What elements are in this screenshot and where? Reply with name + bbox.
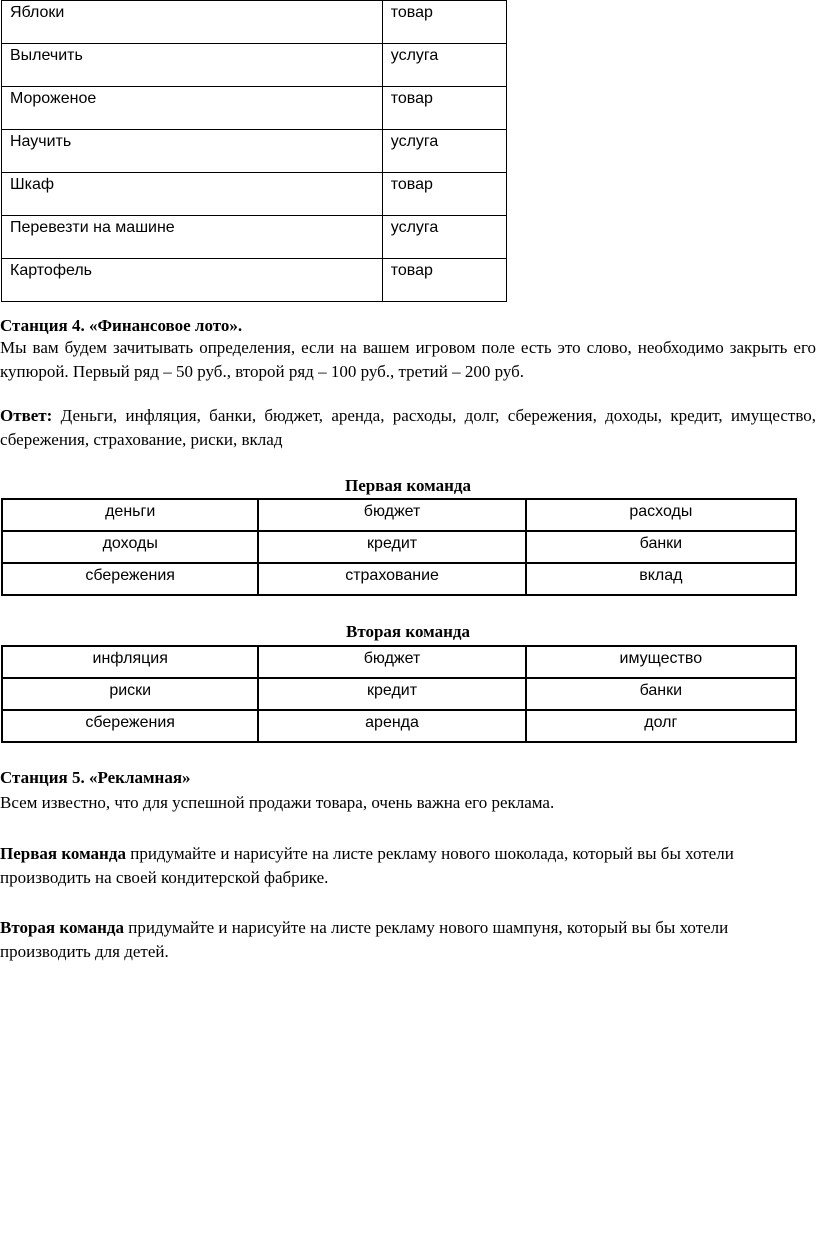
answer-label: Ответ: bbox=[0, 406, 53, 425]
item-cell: Перевезти на машине bbox=[2, 216, 383, 259]
station5-title: Станция 5. «Рекламная» bbox=[0, 768, 191, 787]
type-cell: товар bbox=[382, 173, 506, 216]
goods-services-table bbox=[1, 0, 507, 302]
lotto-cell: доходы bbox=[2, 531, 258, 563]
table-row bbox=[2, 499, 796, 531]
team1-lotto-table bbox=[1, 498, 797, 596]
lotto-cell: сбережения bbox=[2, 710, 258, 742]
table-row bbox=[2, 1, 507, 44]
item-cell: Научить bbox=[2, 130, 383, 173]
item-cell: Яблоки bbox=[2, 1, 383, 44]
item-cell: Мороженое bbox=[2, 87, 383, 130]
table-row bbox=[2, 130, 507, 173]
lotto-cell: расходы bbox=[526, 499, 796, 531]
station4-answer bbox=[0, 404, 816, 452]
lotto-cell: кредит bbox=[258, 678, 525, 710]
team2-lotto-table bbox=[1, 645, 797, 743]
table-row bbox=[2, 173, 507, 216]
lotto-cell: бюджет bbox=[258, 499, 525, 531]
table-row bbox=[2, 87, 507, 130]
team1-task-text: придумайте и нарисуйте на листе рекламу нового шоколада, который вы бы хотели производить на своей кондитерской фабрике. bbox=[0, 844, 734, 887]
item-cell: Картофель bbox=[2, 259, 383, 302]
table-row bbox=[2, 44, 507, 87]
station5-task-team2 bbox=[0, 916, 816, 964]
item-cell: Вылечить bbox=[2, 44, 383, 87]
type-cell: услуга bbox=[382, 44, 506, 87]
lotto-cell: страхование bbox=[258, 563, 525, 595]
type-cell: услуга bbox=[382, 130, 506, 173]
lotto-cell: вклад bbox=[526, 563, 796, 595]
table-row bbox=[2, 563, 796, 595]
table-row bbox=[2, 259, 507, 302]
table-row bbox=[2, 710, 796, 742]
item-cell: Шкаф bbox=[2, 173, 383, 216]
lotto-cell: имущество bbox=[526, 646, 796, 678]
lotto-cell: долг bbox=[526, 710, 796, 742]
lotto-cell: деньги bbox=[2, 499, 258, 531]
lotto-cell: риски bbox=[2, 678, 258, 710]
team1-title: Первая команда bbox=[345, 476, 471, 495]
station4-description: Мы вам будем зачитывать определения, если на вашем игровом поле есть это слово, необходимо закрыть его купюрой. Первый ряд – 50 руб., второй ряд – 100 руб., третий – 200 руб. bbox=[0, 338, 816, 381]
type-cell: товар bbox=[382, 87, 506, 130]
table-row bbox=[2, 678, 796, 710]
table-row bbox=[2, 216, 507, 259]
answer-text: Деньги, инфляция, банки, бюджет, аренда, расходы, долг, сбережения, доходы, кредит, имущество, сбережения, страхование, риски, вклад bbox=[0, 406, 816, 449]
team2-title: Вторая команда bbox=[346, 622, 470, 641]
lotto-cell: бюджет bbox=[258, 646, 525, 678]
lotto-cell: кредит bbox=[258, 531, 525, 563]
team1-label: Первая команда bbox=[0, 844, 126, 863]
type-cell: товар bbox=[382, 1, 506, 44]
table-row bbox=[2, 646, 796, 678]
lotto-cell: банки bbox=[526, 678, 796, 710]
lotto-cell: инфляция bbox=[2, 646, 258, 678]
lotto-cell: банки bbox=[526, 531, 796, 563]
type-cell: товар bbox=[382, 259, 506, 302]
lotto-cell: сбережения bbox=[2, 563, 258, 595]
team2-task-text: придумайте и нарисуйте на листе рекламу нового шампуня, который вы бы хотели производить для детей. bbox=[0, 918, 729, 961]
type-cell: услуга bbox=[382, 216, 506, 259]
table-row bbox=[2, 531, 796, 563]
lotto-cell: аренда bbox=[258, 710, 525, 742]
station5-task-team1 bbox=[0, 842, 816, 890]
station4-title: Станция 4. «Финансовое лото». bbox=[0, 316, 243, 335]
station5-intro: Всем известно, что для успешной продажи товара, очень важна его реклама. bbox=[0, 793, 555, 812]
team2-label: Вторая команда bbox=[0, 918, 124, 937]
